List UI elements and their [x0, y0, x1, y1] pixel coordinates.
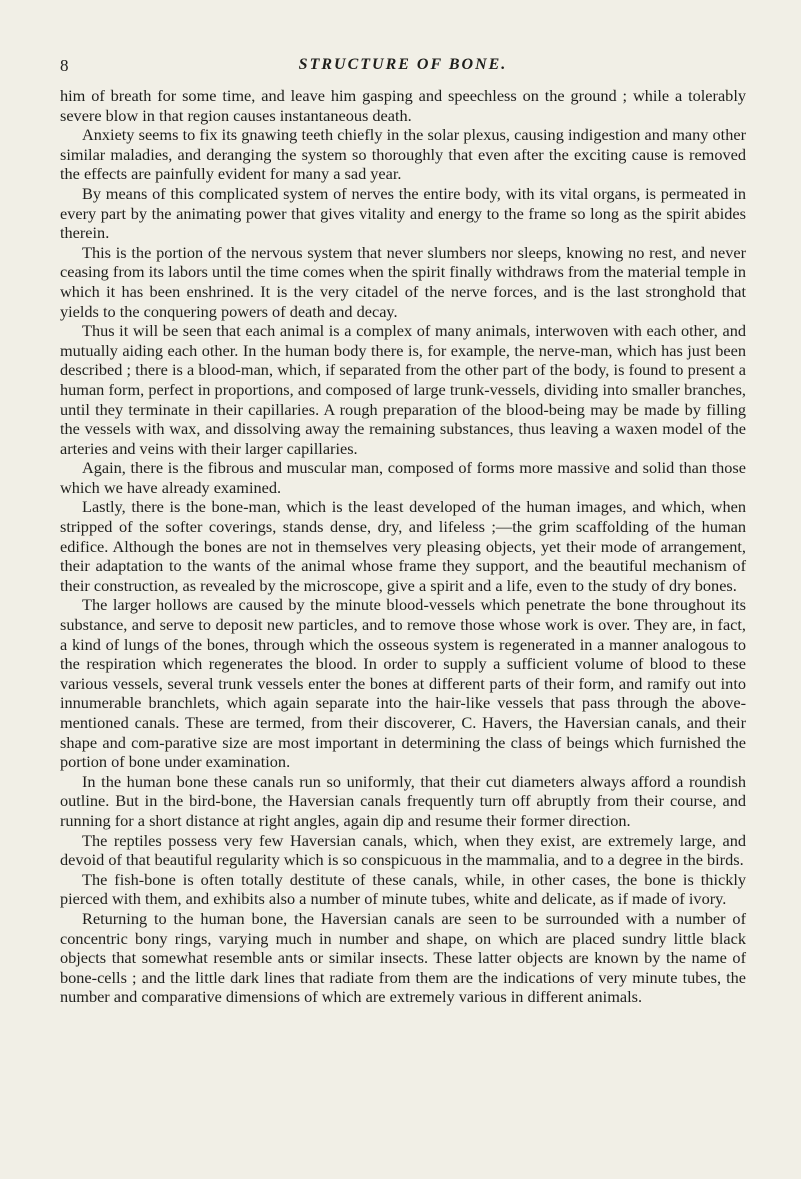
running-title: STRUCTURE OF BONE.	[298, 56, 508, 73]
paragraph: By means of this complicated system of nerves the entire body, with its vital organs, is permeated in every part by the animating power that gives vitality and energy to the frame so long as the spirit abides therein.	[60, 183, 746, 243]
paragraph: This is the portion of the nervous system that never slumbers nor sleeps, knowing no rest, and never ceasing from its labors until the time comes when the spirit finally withdraws from the material temple in which it has been enshrined. It is the very citadel of the nerve forces, and is the last stronghold that yields to the conquering powers of death and decay.	[60, 242, 746, 321]
page-number: 8	[60, 56, 69, 75]
paragraph: The larger hollows are caused by the minute blood-vessels which penetrate the bone throughout its substance, and serve to deposit new particles, and to remove those whose work is over. They are, in fact, a kind of lungs of the bones, through which the osseous system is regenerated in a manner analogous to the respiration which regenerates the blood. In order to supply a sufficient volume of blood to these various vessels, several trunk vessels enter the bones at different parts of their form, and ramify out into innumerable branchlets, which again separate into the hair-like vessels that pass through the above-mentioned canals. These are termed, from their discoverer, C. Havers, the Haversian canals, and their shape and com-parative size are most important in determining the class of beings which furnished the portion of bone under examination.	[60, 595, 746, 772]
paragraph: Thus it will be seen that each animal is a complex of many animals, interwoven with each other, and mutually aiding each other. In the human body there is, for example, the nerve-man, which has just been described ; there is a blood-man, which, if separated from the other part of the body, is found to present a human form, perfect in proportions, and composed of large trunk-vessels, dividing into smaller branches, until they terminate in their capillaries. A rough preparation of the blood-being may be made by filling the vessels with wax, and dissolving away the remaining substances, thus leaving a waxen model of the arteries and veins with their larger capillaries.	[60, 321, 746, 458]
body-text	[60, 86, 746, 1007]
paragraph: The fish-bone is often totally destitute of these canals, while, in other cases, the bone is thickly pierced with them, and exhibits also a number of minute tubes, white and delicate, as if made of ivory.	[60, 869, 746, 909]
paragraph: Lastly, there is the bone-man, which is the least developed of the human images, and which, when stripped of the softer coverings, stands dense, dry, and lifeless ;—the grim scaffolding of the human edifice. Although the bones are not in themselves very pleasing objects, yet their mode of arrangement, their adaptation to the wants of the animal whose frame they support, and the beautiful mechanism of their construction, as revealed by the microscope, give a spirit and a life, even to the study of dry bones.	[60, 497, 746, 595]
paragraph: Anxiety seems to fix its gnawing teeth chiefly in the solar plexus, causing indigestion and many other similar maladies, and deranging the system so thoroughly that even after the exciting cause is removed the effects are painfully evident for many a sad year.	[60, 125, 746, 184]
paragraph: Again, there is the fibrous and muscular man, composed of forms more massive and solid than those which we have already examined.	[60, 458, 746, 497]
paragraph: In the human bone these canals run so uniformly, that their cut diameters always afford a roundish outline. But in the bird-bone, the Haversian canals frequently turn off abruptly from their course, and running for a short distance at right angles, again dip and resume their former direction.	[60, 771, 746, 830]
page-header	[60, 56, 746, 82]
paragraph: The reptiles possess very few Haversian canals, which, when they exist, are extremely large, and devoid of that beautiful regularity which is so conspicuous in the mammalia, and to a degree in the birds.	[60, 830, 746, 870]
paragraph: him of breath for some time, and leave him gasping and speechless on the ground ; while a tolerably severe blow in that region causes instantaneous death.	[60, 86, 746, 125]
paragraph: Returning to the human bone, the Haversian canals are seen to be surrounded with a number of concentric bony rings, varying much in number and shape, on which are placed sundry little black objects that somewhat resemble ants or similar insects. These latter objects are known by the name of bone-cells ; and the little dark lines that radiate from them are the indications of very minute tubes, the number and comparative dimensions of which are extremely various in different animals.	[60, 908, 746, 1007]
